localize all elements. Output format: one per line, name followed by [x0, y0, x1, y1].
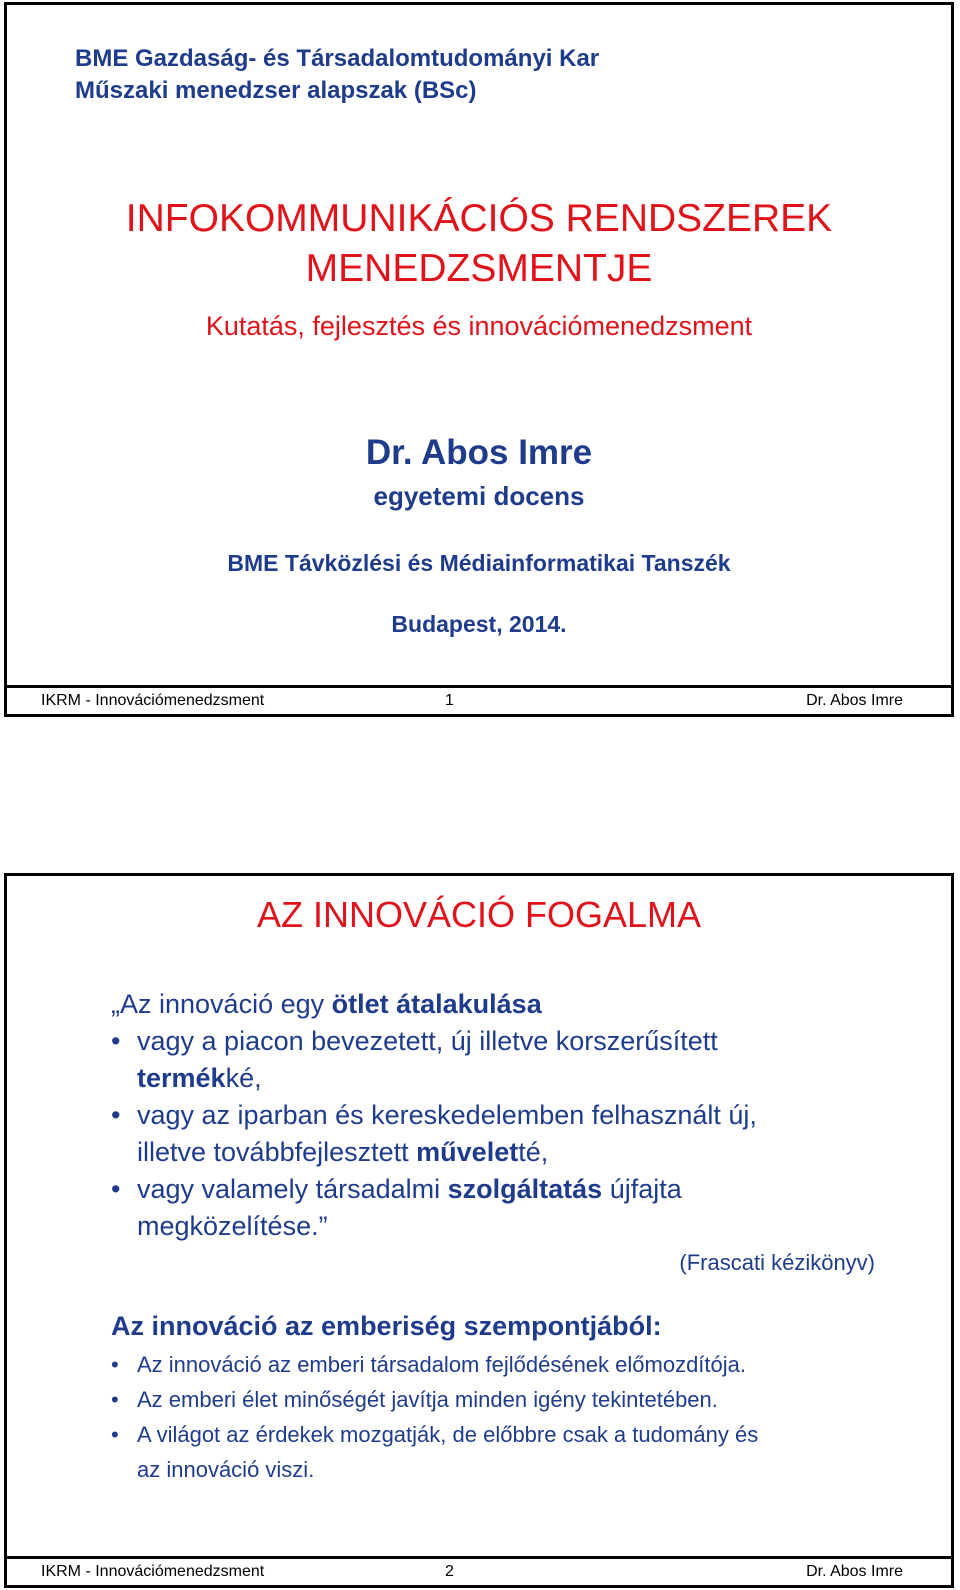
point-3-cont: az innováció viszi. [137, 1457, 315, 1482]
footer-author: Dr. Abos Imre [806, 692, 903, 709]
title-line-1: INFOKOMMUNIKÁCIÓS RENDSZEREK [125, 197, 833, 240]
slide-title: AZ INNOVÁCIÓ FOGALMA [256, 894, 702, 935]
department: BME Távközlési és Médiainformatikai Tanszék [227, 550, 731, 576]
bullet-marker: • [111, 1387, 119, 1412]
bullet-marker: • [111, 1352, 119, 1377]
bullet-1-text: vagy a piacon bevezetett, új illetve korszerűsített [137, 1026, 718, 1056]
quote-intro-bold: ötlet átalakulása [331, 989, 542, 1019]
author-name: Dr. Abos Imre [365, 433, 593, 472]
bullet-marker: • [111, 1174, 121, 1204]
section-heading: Az innováció az emberiség szempontjából: [111, 1311, 662, 1341]
footer-author: Dr. Abos Imre [806, 1563, 903, 1580]
slide-2 [4, 873, 954, 1588]
point-3 [111, 1417, 758, 1452]
quote-bullet-3-cont: megközelítése.” [137, 1211, 328, 1241]
org-line-1: BME Gazdaság- és Társadalomtudományi Kar [75, 45, 600, 72]
bullet-2-text: vagy az iparban és kereskedelemben felhasznált új, [137, 1100, 757, 1130]
quote-bullet-2 [111, 1097, 757, 1134]
place-date: Budapest, 2014. [391, 611, 567, 637]
bullet-3-prefix: vagy valamely társadalmi [137, 1174, 448, 1204]
quote-intro [111, 986, 542, 1023]
bullet-2-bold: művelet [416, 1137, 519, 1167]
bullet-2-prefix: illetve továbbfejlesztett [137, 1137, 417, 1167]
bullet-1-bold: termék [137, 1063, 226, 1093]
slide-1 [4, 2, 954, 717]
point-1-text: Az innováció az emberi társadalom fejlődésének előmozdítója. [137, 1352, 746, 1377]
quote-bullet-2-cont [137, 1134, 548, 1171]
bullet-marker: • [111, 1026, 121, 1056]
point-2-text: Az emberi élet minőségét javítja minden igény tekintetében. [137, 1387, 718, 1412]
quote-source: (Frascati kézikönyv) [679, 1250, 875, 1275]
bullet-3-bold: szolgáltatás [447, 1174, 603, 1204]
subtitle: Kutatás, fejlesztés és innovációmenedzsment [205, 311, 753, 341]
bullet-marker: • [111, 1422, 119, 1447]
bullet-1-suffix: ké, [225, 1063, 262, 1093]
footer-course: IKRM - Innovációmenedzsment [41, 692, 265, 709]
quote-bullet-1 [111, 1023, 718, 1060]
bullet-3-suffix: újfajta [602, 1174, 682, 1204]
point-3-text: A világot az érdekek mozgatják, de előbbre csak a tudomány és [137, 1422, 759, 1447]
footer-page-number: 2 [445, 1563, 454, 1580]
slide-footer [7, 685, 951, 714]
bullet-marker: • [111, 1100, 121, 1130]
point-2 [111, 1382, 718, 1417]
quote-intro-text: „Az innováció egy [111, 989, 332, 1019]
quote-bullet-3 [111, 1171, 682, 1208]
author-position: egyetemi docens [373, 481, 585, 511]
quote-bullet-1-cont [137, 1060, 262, 1097]
title-line-2: MENEDZSMENTJE [305, 247, 653, 290]
slide-footer [7, 1556, 951, 1585]
footer-page-number: 1 [445, 692, 454, 709]
point-1 [111, 1347, 746, 1382]
bullet-2-suffix: té, [518, 1137, 549, 1167]
footer-course: IKRM - Innovációmenedzsment [41, 1563, 265, 1580]
org-line-2: Műszaki menedzser alapszak (BSc) [75, 77, 477, 104]
